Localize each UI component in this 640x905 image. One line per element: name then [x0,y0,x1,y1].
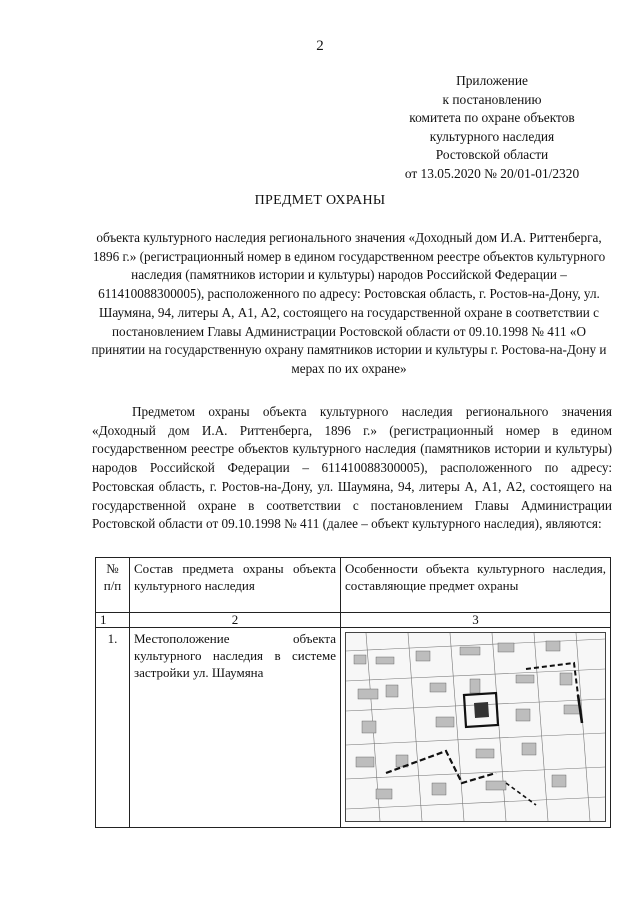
page-number: 2 [316,38,324,54]
header-composition: Состав предмета охраны объекта культурного наследия [130,558,341,613]
appendix-line: Ростовской области [435,147,549,163]
subject-paragraph-text: Предметом охраны объекта культурного наследия регионального значения «Доходный дом И.А. Риттенберга, 1896 г.» (регистрационный номер в едином государственном реестре объектов культурного наследия (памятников истории и культуры) народов Российской Федерации – 611410088300005), расположенного по адресу: Ростовская область, г. Ростов-на-Дону, ул. Шаумяна, 94, литеры А, А1, А2, состоящего на государственной охране в соответствии с постановлением Главы Администрации Ростовской области от 09.10.1998 № 411 (далее – объект культурного наследия), являются: [92,404,612,532]
location-map-image [345,632,606,822]
location-map-svg [346,633,605,821]
row-composition: Местоположение объекта культурного наследия в системе застройки ул. Шаумяна [130,628,341,828]
column-number-1: 1 [96,613,130,628]
appendix-line: от 13.05.2020 № 20/01-01/2320 [404,165,580,181]
table-column-numbers-row [96,613,611,628]
table-header-row [96,558,611,613]
header-features: Особенности объекта культурного наследия, составляющие предмет охраны [341,558,611,613]
row-feature-cell [341,628,611,828]
appendix-line: культурного наследия [429,128,555,144]
document-title: ПРЕДМЕТ ОХРАНЫ [254,193,386,208]
appendix-line: к постановлению [442,91,542,107]
column-number-3: 3 [341,613,611,628]
appendix-line: комитета по охране объектов [409,110,575,126]
column-number-2: 2 [130,613,341,628]
protection-subject-table [95,557,611,828]
appendix-block [372,72,612,184]
table-row [96,628,611,828]
subject-paragraph [92,403,612,534]
object-description: объекта культурного наследия регионального значения «Доходный дом И.А. Риттенберга, 1896 г.» (регистрационный номер в едином государственном реестре объектов культурного наследия (памятников истории и культуры) народов Российской Федерации – 611410088300005), расположенного по адресу: Ростовская область, г. Ростов-на-Дону, ул. Шаумяна, 94, литеры А, А1, А2, состоящего на государственной охране в соответствии с постановлением Главы Администрации Ростовской области от 09.10.1998 № 411 «О принятии на государственную охрану памятников истории и культуры г. Ростова-на-Дону и мерах по их охране» [91,230,607,376]
appendix-line: Приложение [456,73,528,88]
object-building [474,702,489,718]
header-number: № п/п [96,558,130,613]
row-number: 1. [96,628,130,828]
